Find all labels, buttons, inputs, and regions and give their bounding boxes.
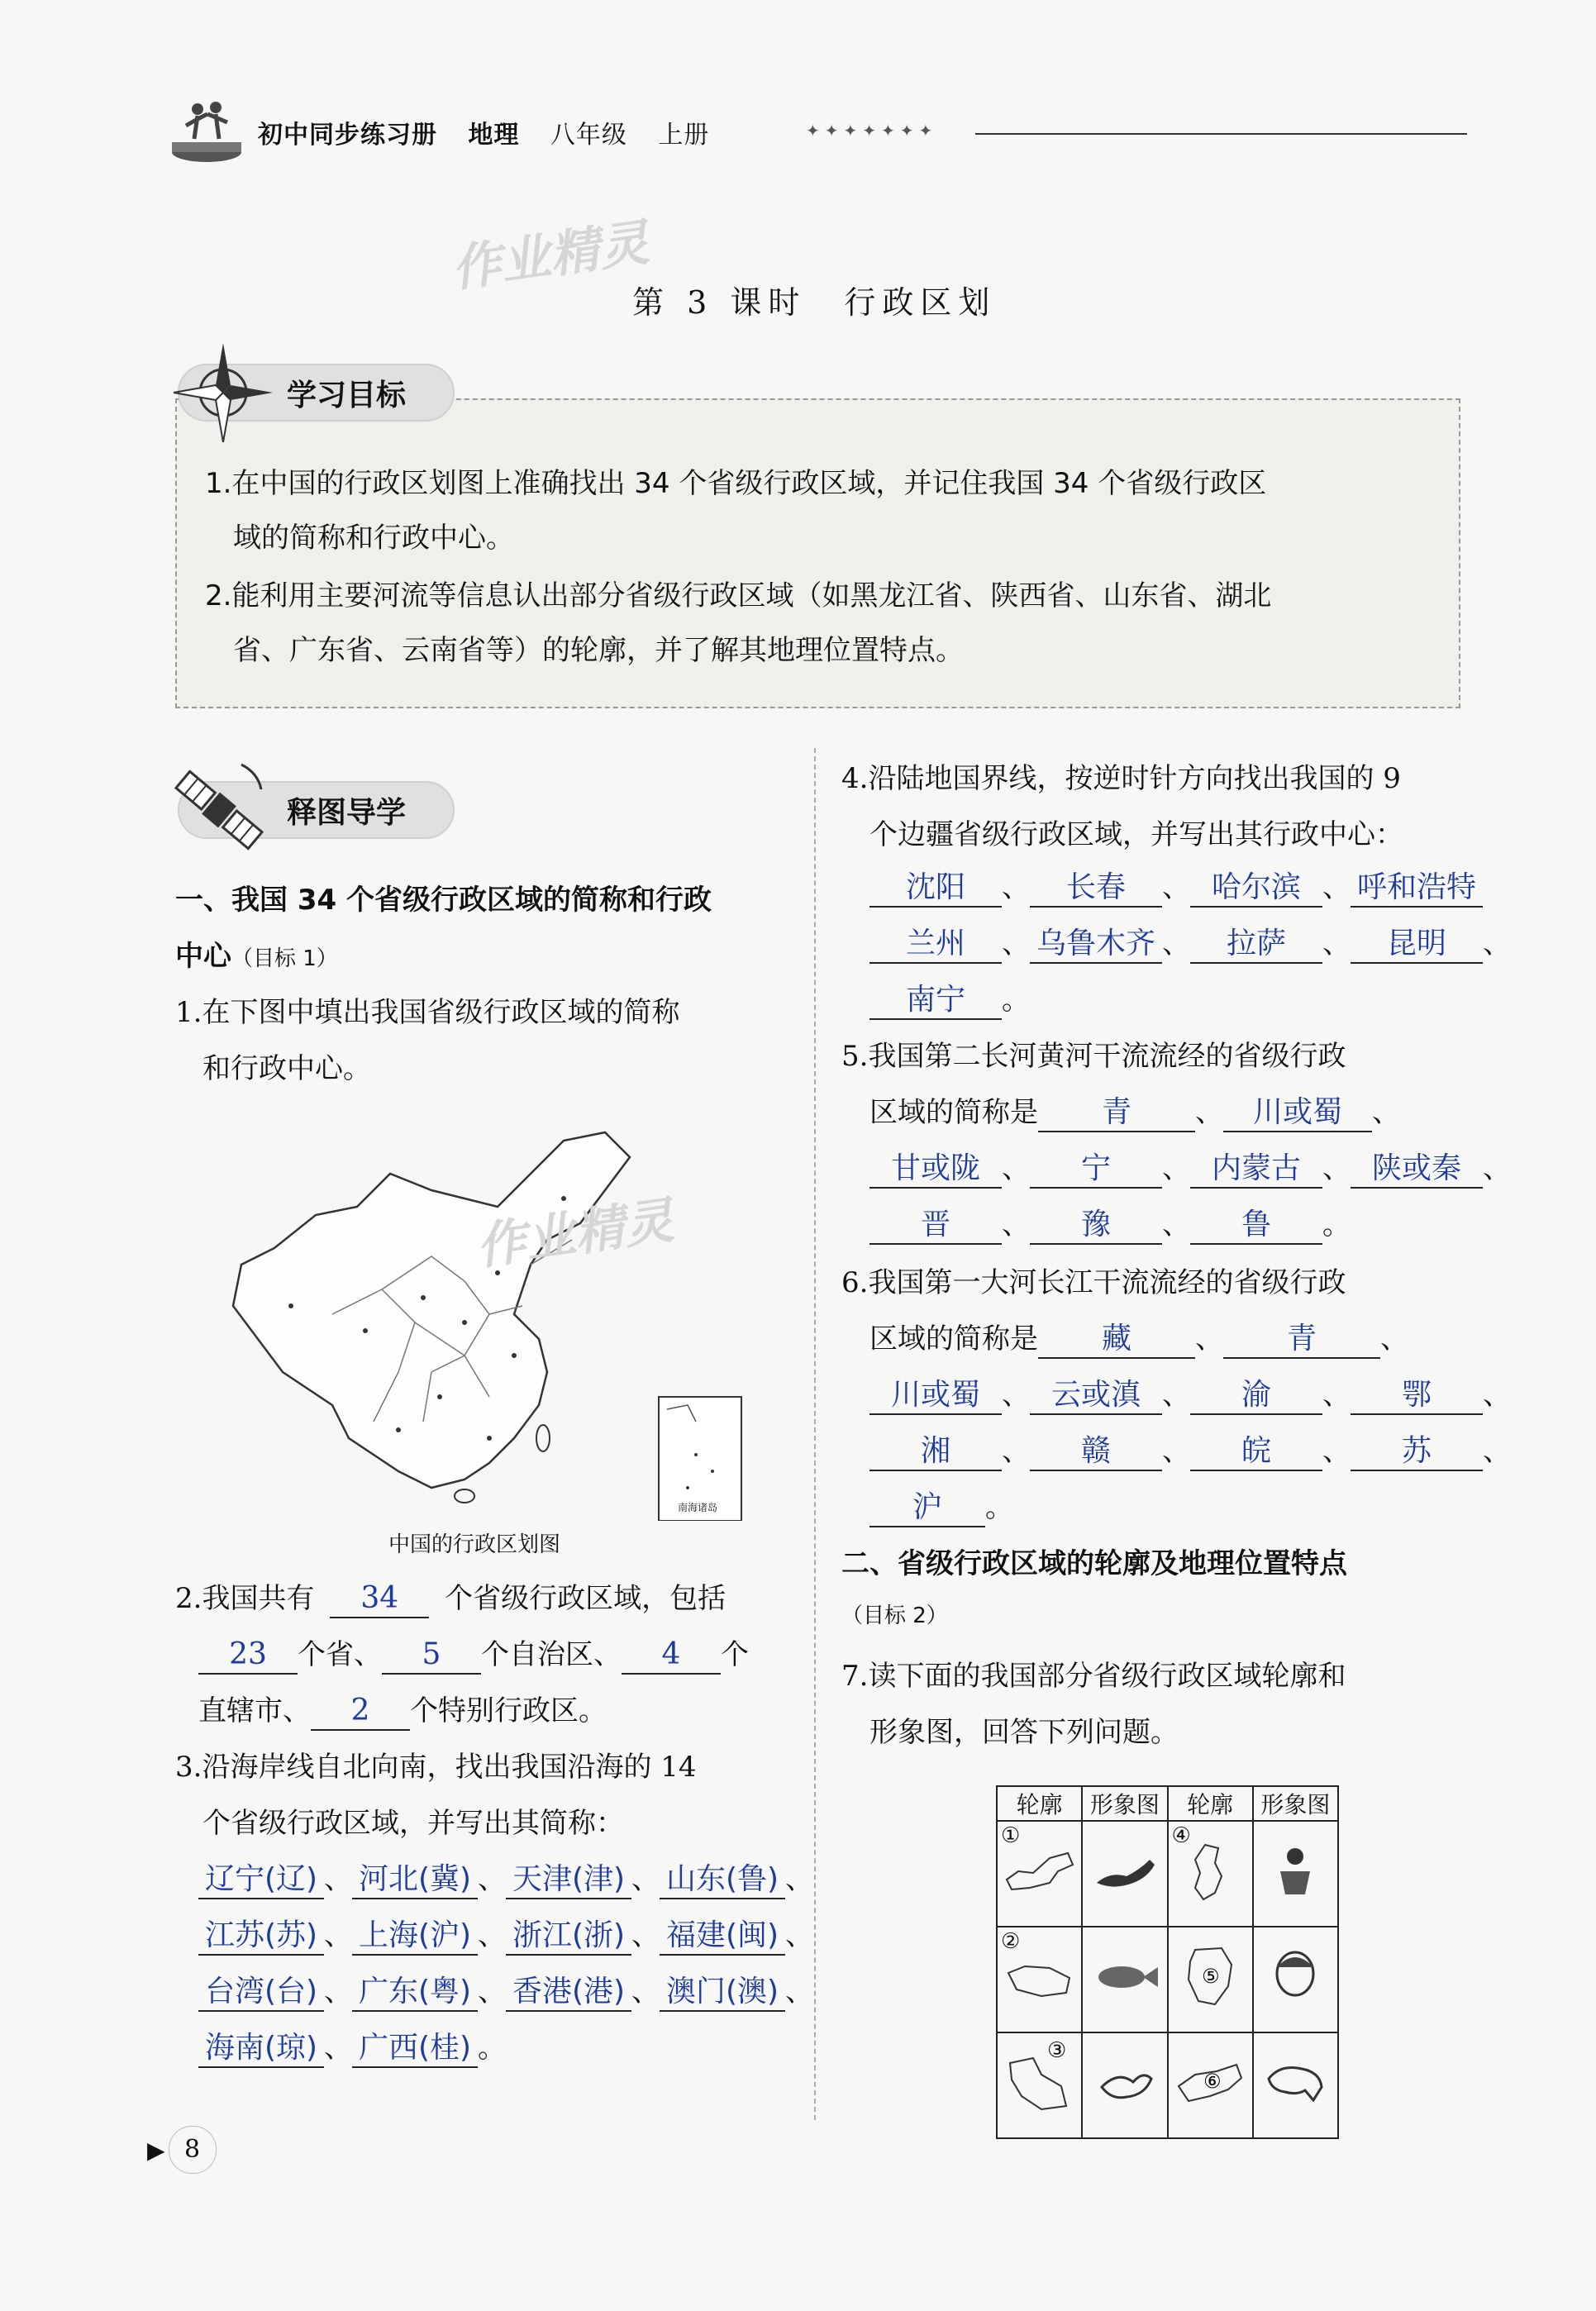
q5-line1: 5.我国第二长河黄河干流流经的省级行政 <box>841 1040 1346 1073</box>
outline-cell-2: ② <box>997 1927 1082 2032</box>
peacock-image-icon <box>1085 2054 1165 2112</box>
image-cell-6 <box>1253 2032 1338 2138</box>
q2-answer-sar: 2 <box>311 1693 410 1731</box>
q5-answer: 内蒙古 <box>1190 1151 1322 1189</box>
q4-answer: 沈阳 <box>869 870 1002 908</box>
q6-answer: 皖 <box>1190 1433 1322 1471</box>
part1-heading-b: 中心 <box>175 940 231 973</box>
grade-label: 八年级 <box>550 121 627 150</box>
map-inset-label: 南海诸岛 <box>678 1502 718 1513</box>
image-cell-2 <box>1082 1927 1167 2032</box>
outline-cell-6 <box>1168 2032 1253 2138</box>
image-cell-3 <box>1082 2032 1167 2138</box>
q3-answer: 天津(津) <box>506 1861 631 1899</box>
q3-answers: 辽宁(辽) 、 河北(冀) 、 天津(津) 、 山东(鲁) 、 江苏(苏) 、 上海(沪) 、 浙江(浙) 、 福建(闽) 、 台湾(台) 、 广东(粤) 、 香港(港) 、 澳门(澳) 、 海南(琼) 、 广西(桂) 。 <box>198 1851 769 2076</box>
q3-line1: 3.沿海岸线自北向南，找出我国沿海的 14 <box>175 1751 697 1784</box>
part1-heading <box>175 872 712 928</box>
q5-answer: 甘或陇 <box>869 1151 1002 1189</box>
q1-line2: 和行政中心。 <box>202 1052 371 1085</box>
q6-line2: 区域的简称是 藏 、 青 、 <box>869 1311 1408 1367</box>
q4-answer: 哈尔滨 <box>1190 870 1322 908</box>
watermark-top: 作业精灵 <box>447 213 653 299</box>
q6-answer: 川或蜀 <box>869 1377 1002 1415</box>
map-caption: 中国的行政区划图 <box>388 1532 561 1557</box>
watermark-map: 作业精灵 <box>472 1191 678 1277</box>
col-header: 形象图 <box>1082 1786 1167 1821</box>
q2-line1: 2.我国共有 34 个省级行政区域，包括 <box>175 1570 726 1627</box>
part2-heading: 二、省级行政区域的轮廓及地理位置特点 <box>841 1547 1347 1580</box>
yunnan-outline-icon <box>1000 2050 1079 2116</box>
part1-goal: （目标 1） <box>231 946 338 971</box>
svg-text:⑥: ⑥ <box>1203 2069 1222 2093</box>
q2-line2: 23 个省、 5 个自治区、 4 个 <box>198 1627 749 1683</box>
lesson-title: 第 3 课时 行政区划 <box>632 284 997 321</box>
q3-answer: 山东(鲁) <box>660 1861 785 1899</box>
q2-answer-autonomous: 5 <box>382 1637 481 1675</box>
q3-answer: 海南(琼) <box>198 2030 324 2068</box>
logo-icon <box>169 98 244 164</box>
q4-answer: 兰州 <box>869 926 1002 964</box>
part2-goal: （目标 2） <box>841 1603 948 1628</box>
jiangxi-outline-icon <box>1170 1940 1250 2014</box>
part1-heading-line2 <box>175 928 338 989</box>
col-header: 轮廓 <box>997 1786 1082 1821</box>
q2-answer-total: 34 <box>330 1580 429 1618</box>
q6-line3: 川或蜀 、 云或滇 、 渝 、 鄂 、 <box>869 1367 1511 1423</box>
q6-answer: 云或滇 <box>1030 1377 1162 1415</box>
outline-cell-4: ④ <box>1168 1821 1253 1927</box>
q5-answer: 陕或秦 <box>1351 1151 1483 1189</box>
svg-text:⑤: ⑤ <box>1202 1964 1220 1988</box>
q6-line5: 沪 。 <box>869 1480 1013 1536</box>
page-number-marker <box>147 2126 217 2174</box>
q3-answer: 广西(桂) <box>352 2030 478 2068</box>
q6-answer: 鄂 <box>1351 1377 1483 1415</box>
q6-line4: 湘 、 赣 、 皖 、 苏 、 <box>869 1423 1511 1480</box>
q5-answer: 青 <box>1038 1094 1195 1132</box>
q3-answer: 辽宁(辽) <box>198 1861 324 1899</box>
q3-answer: 香港(港) <box>506 1974 631 2012</box>
q7-line1: 7.读下面的我国部分省级行政区域轮廓和 <box>841 1660 1346 1693</box>
q3-answer: 上海(沪) <box>352 1918 478 1956</box>
q3-answer: 浙江(浙) <box>506 1918 631 1956</box>
q4-line1: 4.沿陆地国界线，按逆时针方向找出我国的 9 <box>841 762 1401 795</box>
q6-answer: 赣 <box>1030 1433 1162 1471</box>
image-cell-5 <box>1253 1927 1338 2032</box>
q6-answer: 苏 <box>1351 1433 1483 1471</box>
q6-answer: 藏 <box>1038 1321 1195 1359</box>
swan-image-icon <box>1085 1846 1165 1896</box>
image-cell-1 <box>1082 1821 1167 1927</box>
outline-cell-3: ③ <box>997 2032 1082 2138</box>
tibet-outline-icon <box>1000 1948 1079 2006</box>
heilongjiang-outline-icon <box>1000 1846 1079 1896</box>
book-title: 初中同步练习册 <box>258 121 437 150</box>
q3-answer: 江苏(苏) <box>198 1918 324 1956</box>
subject-label: 地理 <box>468 121 520 150</box>
outline-cell-1: ① <box>997 1821 1082 1927</box>
outline-table <box>996 1785 1339 2139</box>
q4-answer: 呼和浩特 <box>1351 870 1483 908</box>
header-stars: ✦✦✦✦✦✦✦ <box>806 121 938 141</box>
q5-answer: 晋 <box>869 1207 1002 1245</box>
q4-answers: 沈阳 、 长春 、 哈尔滨 、 呼和浩特 兰州 、 乌鲁木齐 、 拉萨 、 昆明 、 南宁 。 <box>869 860 1465 1028</box>
header-rule <box>975 133 1467 135</box>
q5-line4: 晋 、 豫 、 鲁 。 <box>869 1197 1351 1253</box>
q3-answer: 台湾(台) <box>198 1974 324 2012</box>
elephant-image-icon <box>1255 2054 1335 2112</box>
q2-answer-provinces: 23 <box>198 1637 298 1675</box>
compass-icon <box>169 339 277 450</box>
q4-answer: 昆明 <box>1351 926 1483 964</box>
q6-answer: 青 <box>1223 1321 1380 1359</box>
q3-answer: 福建(闽) <box>660 1918 785 1956</box>
q3-line2: 个省级行政区域，并写出其简称： <box>202 1807 624 1840</box>
guide-banner-label: 释图导学 <box>287 795 407 830</box>
guangdong-outline-icon <box>1170 2050 1250 2116</box>
q5-answer: 鲁 <box>1190 1207 1322 1245</box>
image-cell-4 <box>1253 1821 1338 1927</box>
q4-answer: 长春 <box>1030 870 1162 908</box>
col-header: 轮廓 <box>1168 1786 1253 1821</box>
header-logo <box>169 98 244 164</box>
q4-answer: 拉萨 <box>1190 926 1322 964</box>
q6-answer: 沪 <box>869 1489 985 1527</box>
q3-answer: 澳门(澳) <box>660 1974 785 2012</box>
goals-banner-label: 学习目标 <box>287 378 407 412</box>
header-title <box>258 114 709 150</box>
q6-answer: 渝 <box>1190 1377 1322 1415</box>
q2-answer-municipalities: 4 <box>622 1637 721 1675</box>
goal-line-1: 1.在中国的行政区划图上准确找出 34 个省级行政区域，并记住我国 34 个省级行政区 <box>205 467 1267 500</box>
part1-heading-a: 一、我国 34 个省级行政区域的简称和行政 <box>175 884 712 917</box>
q4-answer: 南宁 <box>869 982 1002 1020</box>
q2-line3: 直辖市、 2 个特别行政区。 <box>198 1683 607 1739</box>
q6-line1: 6.我国第一大河长江干流流经的省级行政 <box>841 1266 1346 1299</box>
page-number: 8 <box>169 2126 217 2174</box>
goal-line-2: 域的简称和行政中心。 <box>233 522 514 555</box>
q5-answer: 豫 <box>1030 1207 1162 1245</box>
q5-answer: 宁 <box>1030 1151 1162 1189</box>
q5-line2: 区域的简称是 青 、 川或蜀 、 <box>869 1084 1400 1141</box>
q4-answer: 乌鲁木齐 <box>1030 926 1162 964</box>
play-icon: ▶ <box>147 2136 165 2164</box>
warrior-image-icon <box>1255 1838 1335 1904</box>
satellite-icon <box>165 756 273 867</box>
volume-label: 上册 <box>658 121 710 150</box>
head-image-icon <box>1255 1944 1335 2010</box>
column-divider <box>814 748 816 2120</box>
q5-line3: 甘或陇 、 宁 、 内蒙古 、 陕或秦 、 <box>869 1141 1511 1197</box>
goal-line-4: 省、广东省、云南省等）的轮廓，并了解其地理位置特点。 <box>233 634 964 667</box>
q3-answer: 河北(冀) <box>352 1861 478 1899</box>
q6-answer: 湘 <box>869 1433 1002 1471</box>
col-header: 形象图 <box>1253 1786 1338 1821</box>
fish-image-icon <box>1085 1952 1165 2002</box>
outline-cell-5 <box>1168 1927 1253 2032</box>
q7-line2: 形象图，回答下列问题。 <box>869 1716 1179 1749</box>
goal-line-3: 2.能利用主要河流等信息认出部分省级行政区域（如黑龙江省、陕西省、山东省、湖北 <box>205 579 1272 612</box>
q1-line1: 1.在下图中填出我国省级行政区域的简称 <box>175 996 680 1029</box>
q5-answer: 川或蜀 <box>1223 1094 1372 1132</box>
q3-answer: 广东(粤) <box>352 1974 478 2012</box>
q4-line2: 个边疆省级行政区域，并写出其行政中心： <box>869 818 1403 851</box>
